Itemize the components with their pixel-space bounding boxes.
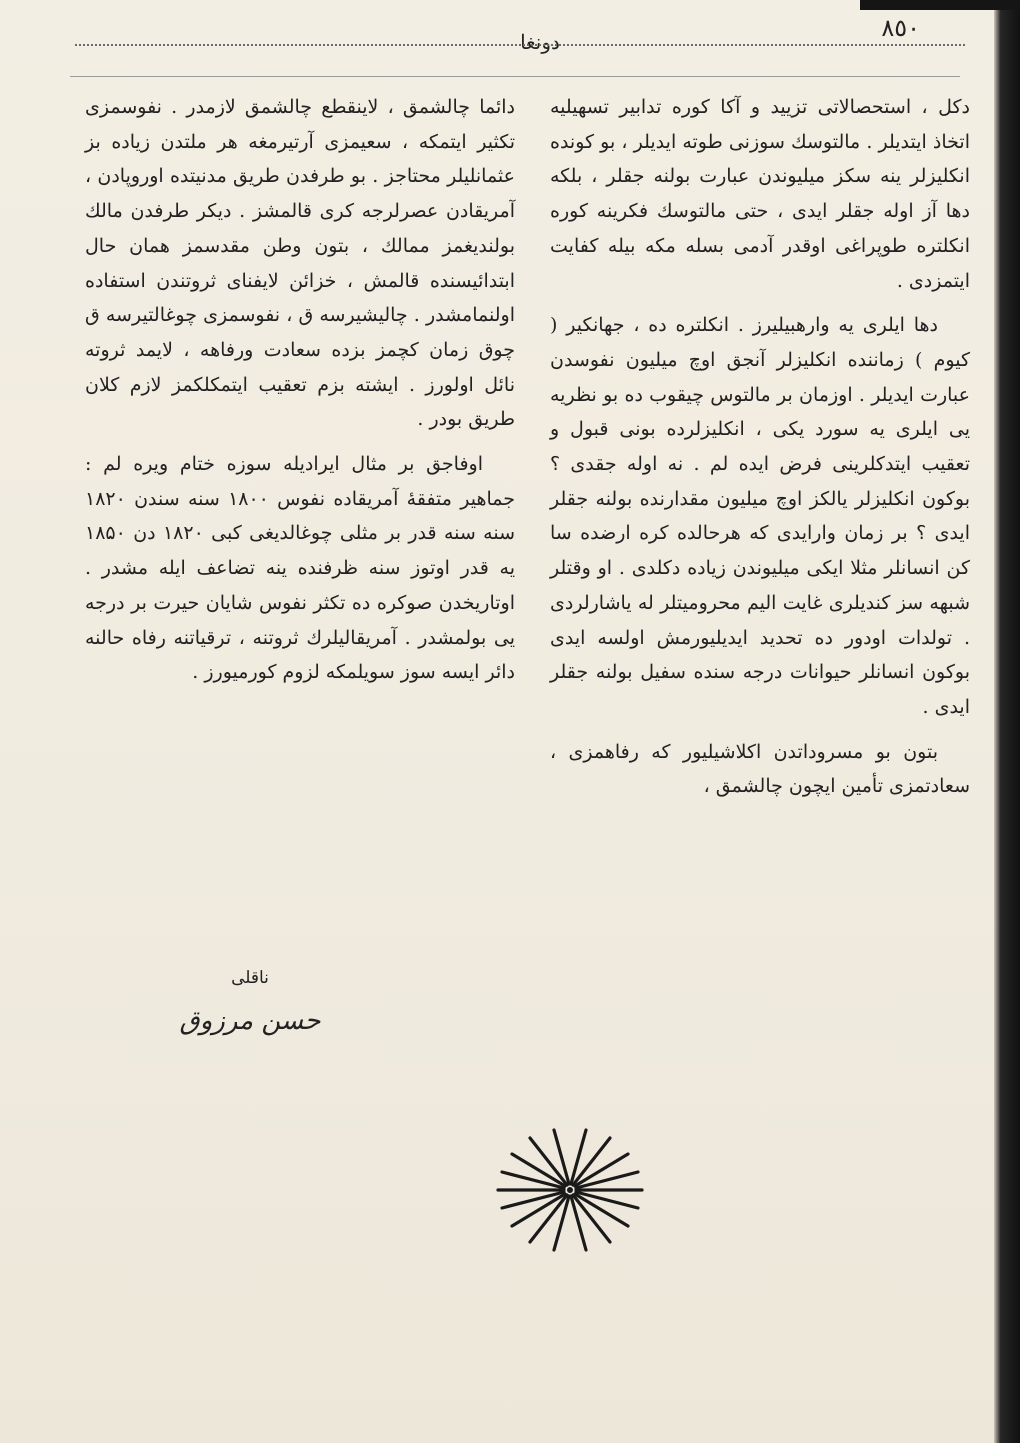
header-divider [75,44,965,46]
header-rule [70,76,960,77]
signature-block [150,968,350,1036]
scan-edge-top [860,0,1020,10]
right-column [550,90,970,814]
left-column [85,90,515,700]
page-number: ٨٥٠ [881,14,920,42]
paragraph: دکل ، استحصالاتی تزیید و آکا کوره تدابیر تسهیلیه اتخاذ ایتدیلر . مالتوسك سوزنی طوته ایدیلر ، بو کونده انکلیزلر ینه سکز میلیوندن عبارت بولنه جقلر ، بلکه دها آز اوله جقلر ایدی ، حتی مالتوسك فکرینه کوره انکلتره طوپراغی اوقدر آدمی بسله مکه بیله کفایت ایتمزدی . [550,96,970,292]
page-header [70,12,970,54]
paragraph: اوفاجق بر مثال ایرادیله سوزه ختام ویره لم : جماهیر متفقهٔ آمریقاده نفوس ۱۸۰۰ سنه سندن ۱۸۲۰ سنه سنه قدر بر مثلی چوغالدیغی کبی ۱۸۲۰ دن ۱۸۵۰ یه قدر اوتوز سنه ظرفنده ینه تضاعف ایله مشدر . اوتاریخدن صوکره ده تکثر نفوس شایان حیرت بر درجه یی بولمشدر . آمریقالیلرك ثروتنه ، ترقیاتنه رفاه حالنه دائر ایسه سوز سویلمکه لزوم کورمیورز . [85,453,515,684]
author-name: حسن مرزوق [179,1006,321,1036]
paragraph: دائما چالشمق ، لاینقطع چالشمق لازمدر . نفوسمزی تکثیر ایتمکه ، سعیمزی آرتیرمغه هر ملتدن زیاده بز عثمانلیلر محتاجز . بو طرفدن طریق مدنیتده اوروپادن ، آمریقادن عصرلرجه کری قالمشز . دیکر طرفدن مالك بولندیغمز ممالك ، بتون وطن مقدسمز همان حال ابتدائیسنده قالمش ، خزائن لایفنای ثروتندن استفاده اولنمامشدر . چالیشیرسه ق ، نفوسمزی چوغالتیرسه ق چوق زمان کچمز بزده سعادت ورفاهه ، لایمد ثروته نائل اولورز . ایشته بزم تعقیب ایتمکلکمز لازم کلان طریق بودر . [85,96,515,431]
translator-label: ناقلی [231,968,269,988]
sunburst-ornament-icon [490,1125,650,1255]
running-title: دونغا [520,30,560,54]
scan-edge-shadow [994,0,1020,1443]
paragraph: دها ایلری یه وارهبیلیرز . انکلتره ده ، جهانکیر ( کیوم ) زماننده انکلیزلر آنجق اوچ میلیون نفوسدن عبارت ایدیلر . اوزمان بر مالتوس چیقوب ده بو نظریه یی ایلری یه سورد یکی ، انکلیزلرده بونی قبول و تعقیب ایتدکلرینی فرض ایده لم . نه اوله جقدی ؟ بوکون انکلیزلر یالکز اوچ میلیون مقدارنده بولنه جقلر ایدی ؟ بر زمان وارایدی که هرحالده کره ارضده سا کن انسانلر مثلا ایکی میلیوندن زیاده دکلدی . او وقتلر شبهه سز کندیلری غایت الیم محرومیتلر له یاشارلردی . تولدات اودور ده تحدید ایدیلیورمش اولسه ایدی بوکون انسانلر حیوانات درجه سنده سفیل بولنه جقلر ایدی . [550,314,970,718]
paragraph: بتون بو مسروداتدن اکلاشیلیور که رفاهمزی ، سعادتمزی تأمین ایچون چالشمق ، [550,740,970,798]
